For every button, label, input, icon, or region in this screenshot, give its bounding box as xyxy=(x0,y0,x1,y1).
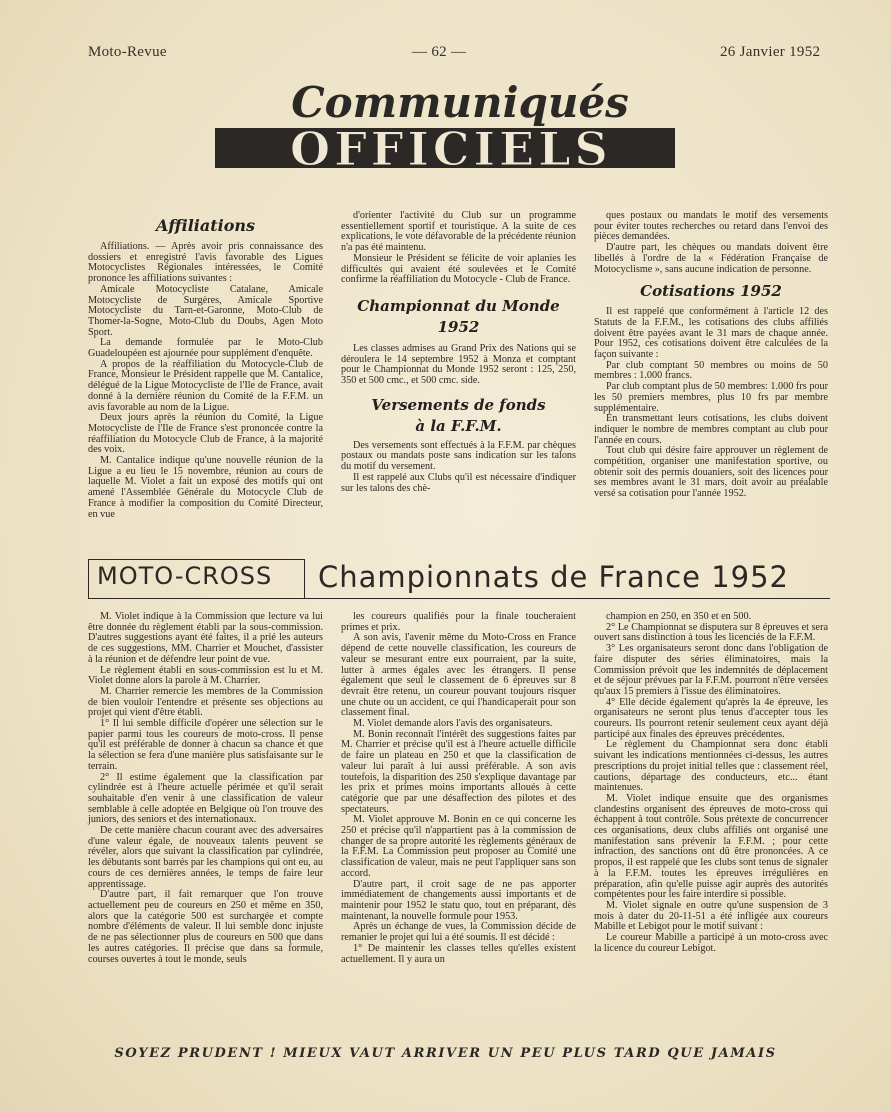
paragraph: M. Cantalice indique qu'une nouvelle réunion de la Ligue a eu lieu le 15 novembre, réunion au cours de laquelle M. Violet a fait un exposé des motifs qui ont amené l'Assemblée Générale du Motocycle Club de France à modifier la composition du Comité Directeur, en vue xyxy=(88,455,323,520)
paragraph: M. Violet approuve M. Bonin en ce qui concerne les 250 et précise qu'il n'appartient pas à la commission de changer de sa propre autorité les règlements généraux de la F.F.M. La Commission peut proposer au Comité une classification de valeur, mais ne peut l'appliquer sans son accord. xyxy=(341,814,576,879)
motocross-column-2 xyxy=(341,612,576,965)
cotisations-column xyxy=(594,211,828,500)
paragraph: Affiliations. — Après avoir pris connaissance des dossiers et enregistré l'avis favorable des Ligues Motocyclistes Régionales intéressées, le Comité prononce les affiliations suivantes : xyxy=(88,241,323,285)
paragraph: De cette manière chacun courant avec des adversaires d'une valeur égale, de nouveaux talents peuvent se révéler, alors que suivant la classification par cylindrée, les débutants sont barrés par les champions qui ont eu, au cours de ces dernières années, le temps de faire leur apprentissage. xyxy=(88,825,323,890)
paragraph: Des versements sont effectués à la F.F.M. par chèques postaux ou mandats poste sans indication sur les talons du motif du versement. xyxy=(341,439,576,473)
paragraph: Monsieur le Président se félicite de voir aplanies les difficultés qui avaient été soulevées et le Comité confirme la réaffiliation du Motocycle - Club de France. xyxy=(341,252,576,286)
paragraph: M. Charrier remercie les membres de la Commission de bien vouloir l'entendre et présente ses objections au projet qui vient d'être établi. xyxy=(88,685,323,719)
paragraph: Le règlement du Championnat sera donc établi suivant les indications mentionnées ci-dessus, les autres prescriptions du projet initial telles que : classement réel, cautions, départage des conducteurs, etc... étant maintenues. xyxy=(594,739,828,794)
paragraph: Le coureur Mabille a participé à un moto-cross avec la licence du coureur Lebigot. xyxy=(594,932,828,954)
paragraph: D'autre part, il croit sage de ne pas apporter immédiatement de changements aussi importants et de maintenir pour 1952 le statu quo, tout en préparant, dès maintenant, la nouvelle formule pour 1953. xyxy=(341,878,576,922)
paragraph: A propos de la réaffiliation du Motocycle-Club de France, Monsieur le Président rappelle que M. Cantalice, délégué de la Ligue Motocycliste de l'Ile de France, avait donné à la dernière réunion du Comité de la F.F.M. un avis favorable au nom de la Ligue. xyxy=(88,358,323,413)
issue-date: 26 Janvier 1952 xyxy=(720,44,821,60)
title-script: Communiqués xyxy=(291,78,629,127)
championnat-heading: Championnat du Monde xyxy=(357,296,560,315)
paragraph: Amicale Motocycliste Catalane, Amicale Motocycliste de Surgères, Amicale Sportive Motocycliste du Tarn-et-Garonne, Moto-Club de Thomer-la-Sogne, Moto-Club du Doubs, Agen Moto Sport. xyxy=(88,283,323,338)
paragraph: Les classes admises au Grand Prix des Nations qui se déroulera le 14 septembre 1952 à Monza et comptant pour le Championnat du Monde 1952 seront : 125, 250, 350 et 500 cmc., et 500 cmc. side. xyxy=(341,342,576,387)
paragraph: 3° Les organisateurs seront donc dans l'obligation de faire disputer des séries éliminatoires, mais la Commission prévoit que les indemnités de déplacement et de séjour prévues par la F.F.M. pourront n'être versées qu'aux 15 premiers à l'issue des éliminatoires. xyxy=(594,643,828,697)
footer-slogan: SOYEZ PRUDENT ! MIEUX VAUT ARRIVER UN PEU PLUS TARD QUE JAMAIS xyxy=(114,1046,777,1061)
motocross-column-3 xyxy=(594,612,828,955)
affiliations-heading: Affiliations xyxy=(155,216,256,235)
paragraph: d'orienter l'activité du Club sur un programme essentiellement sportif et touristique. A la suite de ces explications, le vote défavorable de la précédente réunion n'a pas été maintenu. xyxy=(341,210,576,254)
paragraph: En transmettant leurs cotisations, les clubs doivent indiquer le nombre de membres comptant au club pour l'année en cours. xyxy=(594,413,828,446)
paragraph: D'autre part, il fait remarquer que l'on trouve actuellement peu de coureurs en 250 et même en 350, alors que la catégorie 500 est surchargée et compte nombre d'éléments de valeur. Il lui semble donc injuste de ne pas sélectionner plus de coureurs en 500 que dans les autres catégories. Il précise que dans sa formule, courses ouvertes à tout le monde, seuls xyxy=(88,889,323,965)
paragraph: 2° Il estime également que la classification par cylindrée est à l'heure actuelle périmée et qu'il serait souhaitable d'en venir à une classification de valeur semblable à celle adoptée en Belgique où l'on trouve des juniors, des seniors et des internationaux. xyxy=(88,771,323,826)
cotisations-heading: Cotisations 1952 xyxy=(640,282,782,301)
title-underline xyxy=(300,598,830,599)
paragraph: Il est rappelé que conformément à l'article 12 des Statuts de la F.F.M., les cotisations des clubs affiliés doivent être payées avant le 31 mars de chaque année. Pour 1952, ces cotisations doivent être calculées de la façon suivante : xyxy=(594,306,828,361)
paragraph: M. Violet indique ensuite que des organismes clandestins organisent des épreuves de moto-cross qui échappent à tout contrôle. Sous prétexte de concurrencer ces organisations, deux clubs affiliés ont organisé une manifestation sans prévenir la F.F.M. ; pour cette infraction, des sanctions ont dû être prononcées. A ce propos, il est rappelé que les clubs sont tenus de signaler à la F.F.M. toutes les épreuves irrégulières en préparation, afin qu'elle puisse agir auprès des autorités compétentes pour les faire interdire si possible. xyxy=(594,792,828,901)
paragraph: D'autre part, les chèques ou mandats doivent être libellés à l'ordre de la « Fédération Française de Motocyclisme », sans aucune indication de personne. xyxy=(594,242,828,275)
championnat-year: 1952 xyxy=(437,317,480,336)
paragraph: Il est rappelé aux Clubs qu'il est nécessaire d'indiquer sur les talons des chè- xyxy=(341,471,576,494)
paragraph: Tout club qui désire faire approuver un règlement de compétition, organiser une manifestation sportive, ou obtenir soit des permis douaniers, soit des licences pour ses membres avant le 31 mars, doit avoir au préalable versé sa cotisation pour l'année 1952. xyxy=(594,445,828,500)
paragraph: M. Violet indique à la Commission que lecture va lui être donnée du règlement établi par la sous-commission. D'autres suggestions ayant été faites, il a prié les auteurs de ces suggestions, MM. Charrier et Mouchet, d'assister à la réunion et de défendre leur point de vue. xyxy=(88,611,323,665)
magazine-name: Moto-Revue xyxy=(88,44,167,60)
paragraph: ques postaux ou mandats le motif des versements pour éviter toutes recherches ou retard dans l'envoi des pièces demandées. xyxy=(594,210,828,243)
paragraph: M. Violet signale en outre qu'une suspension de 3 mois à dater du 20-11-51 a été infligée aux coureurs Mabille et Lebigot pour le motif suivant : xyxy=(594,899,828,933)
paragraph: A son avis, l'avenir même du Moto-Cross en France dépend de cette nouvelle classification, les coureurs de valeur se mesurant entre eux pourraient, par la suite, lutter à armes égales avec les étrangers. Il pense également que seul le classement de 6 épreuves sur 8 devrait être retenu, un coureur pouvant toujours risquer une chute ou un accident, ce qui l'handicaperait pour son classement final. xyxy=(341,632,576,719)
paragraph: champion en 250, en 350 et en 500. xyxy=(606,611,752,622)
paragraph: Après un échange de vues, la Commission décide de remanier le projet qui lui a été soumis. Il est décidé : xyxy=(341,921,576,944)
championnat-column xyxy=(341,211,576,494)
paragraph: La demande formulée par le Moto-Club Guadeloupéen est ajournée pour supplément d'enquête. xyxy=(88,337,323,360)
page-number: — 62 — xyxy=(412,44,467,60)
paragraph: Par club comptant plus de 50 membres: 1.000 frs pour les 50 premiers membres, plus 10 frs par membre supplémentaire. xyxy=(594,381,828,414)
paragraph: Le règlement établi en sous-commission est lu et M. Violet donne alors la parole à M. Charrier. xyxy=(88,664,323,687)
versements-heading: Versements de fonds xyxy=(371,395,546,414)
paragraph: Par club comptant 50 membres ou moins de 50 membres : 1.000 francs. xyxy=(594,359,828,382)
affiliations-column xyxy=(88,214,323,520)
motocross-label: MOTO-CROSS xyxy=(97,562,273,590)
paragraph: 1° Il lui semble difficile d'opérer une sélection sur le papier parmi tous les coureurs de moto-cross. Il pense qu'il est préférable de donner à chacun sa chance et que la sélection se fera d'une manière plus satisfaisante sur le terrain. xyxy=(88,718,323,772)
motocross-column-1 xyxy=(88,612,323,965)
paragraph: 2° Le Championnat se disputera sur 8 épreuves et sera ouvert sans distinction à tous les licenciés de la F.F.M. xyxy=(594,621,828,644)
versements-subheading: à la F.F.M. xyxy=(415,416,502,435)
motocross-title: Championnats de France 1952 xyxy=(318,560,790,594)
paragraph: 1° De maintenir les classes telles qu'elles existent actuellement. Il y aura un xyxy=(341,942,576,965)
paragraph: M. Violet demande alors l'avis des organisateurs. xyxy=(353,718,553,730)
paragraph: les coureurs qualifiés pour la finale toucheraient primes et prix. xyxy=(341,611,576,633)
title-bold: OFFICIELS xyxy=(290,122,612,176)
paragraph: Deux jours après la réunion du Comité, la Ligue Motocycliste de l'Ile de France s'est prononcée contre la réaffiliation du Motocycle Club de France, à la majorité des voix. xyxy=(88,412,323,456)
paragraph: M. Bonin reconnaît l'intérêt des suggestions faites par M. Charrier et précise qu'il est à l'heure actuelle difficile de faire un plateau en 250 et que la classification de valeur lui paraît à lui aussi préférable. A son avis toutefois, la disparition des 250 s'explique davantage par les prix et primes moins importants alloués à cette catégorie que par une désaffection des pilotes et des spectateurs. xyxy=(341,728,576,815)
paragraph: 4° Elle décide également qu'après la 4e épreuve, les organisateurs ne seront plus tenus d'accepter tous les coureurs. Ils pourront retenir seulement ceux ayant déjà participé aux finales des épreuves précédentes. xyxy=(594,696,828,740)
